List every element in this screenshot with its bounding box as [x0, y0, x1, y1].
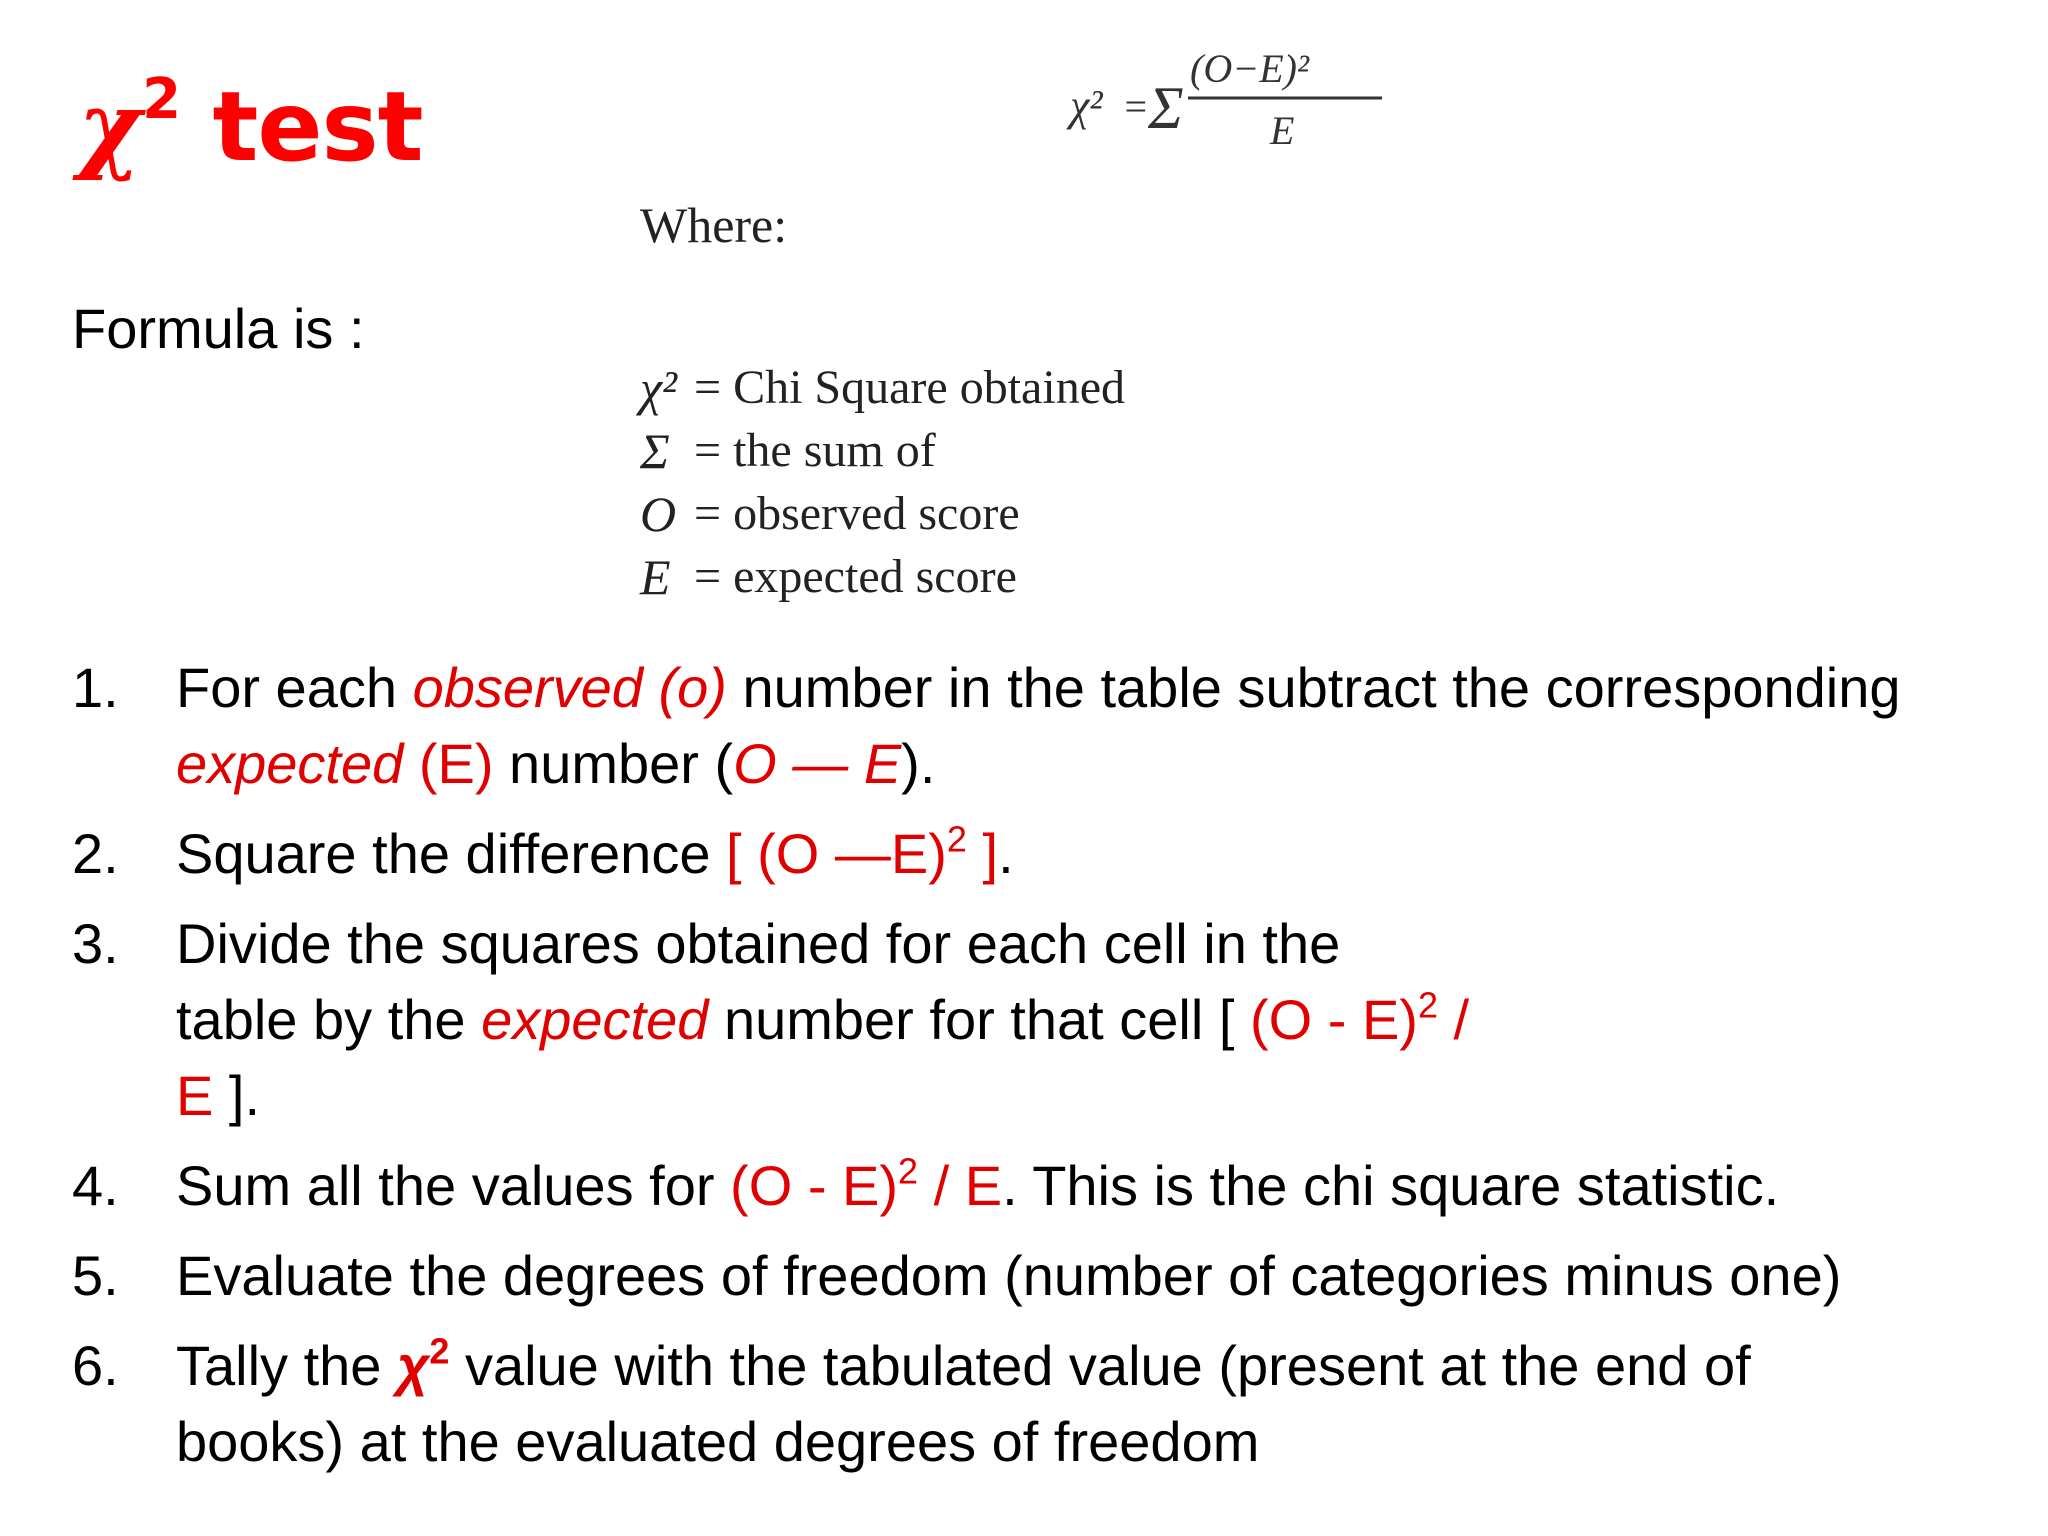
formula-equals: =: [1122, 84, 1149, 129]
step-number: 2.: [72, 822, 119, 885]
legend-text: = expected score: [694, 550, 1017, 603]
legend-text: = observed score: [694, 487, 1020, 540]
legend-symbol: Σ: [640, 422, 670, 479]
formula-lhs: χ²: [1070, 81, 1103, 130]
symbol-legend: [640, 356, 1125, 608]
legend-symbol: χ²: [640, 359, 677, 416]
legend-symbol: E: [640, 548, 671, 605]
title-superscript: 2: [142, 67, 181, 132]
step-text: Tally the $\chi^2$ value with the tabulated value (present at the end of books) at the evaluated degrees of freedom: [176, 1330, 1751, 1473]
step-number: 5.: [72, 1244, 119, 1307]
step-item: [72, 650, 2032, 802]
title-text: test: [212, 71, 423, 183]
steps-list: [72, 650, 2032, 1494]
chi-symbol: χ: [78, 70, 141, 183]
step-item: [72, 1238, 2032, 1314]
step-text: Divide the squares obtained for each cell in the table by the expected number for that cell [ (O - E)$^2$ / E ].: [176, 912, 1470, 1127]
step-item: [72, 1328, 2032, 1480]
step-number: 4.: [72, 1154, 119, 1217]
chi-square-formula-image: [1060, 32, 1390, 162]
where-label: Where:: [640, 197, 788, 253]
legend-row-expected: [640, 545, 1125, 608]
legend-row-sigma: [640, 419, 1125, 482]
step-item: [72, 816, 2032, 892]
formula-denominator: E: [1270, 108, 1295, 153]
legend-text: = Chi Square obtained: [694, 361, 1125, 414]
step-number: 6.: [72, 1334, 119, 1397]
step-text: Sum all the values for (O - E)$^2$ / E. This is the chi square statistic.: [176, 1150, 1780, 1217]
legend-row-chi: [640, 356, 1125, 419]
legend-text: = the sum of: [694, 424, 936, 477]
step-number: 3.: [72, 912, 119, 975]
step-item: [72, 906, 2032, 1134]
legend-row-observed: [640, 482, 1125, 545]
step-text: For each observed (o) number in the table subtract the corresponding expected (E) number (O — E).: [176, 656, 1901, 795]
formula-is-label: Formula is :: [72, 297, 365, 360]
step-text: Square the difference [ (O —E)$^2$ ].: [176, 818, 1014, 885]
step-text: Evaluate the degrees of freedom (number of categories minus one): [176, 1244, 1842, 1307]
slide-title: [78, 67, 423, 183]
formula-sigma: Σ: [1148, 75, 1184, 141]
step-number: 1.: [72, 656, 119, 719]
step-item: [72, 1148, 2032, 1224]
formula-numerator: (O−E)²: [1190, 46, 1309, 91]
legend-symbol: O: [640, 485, 677, 542]
